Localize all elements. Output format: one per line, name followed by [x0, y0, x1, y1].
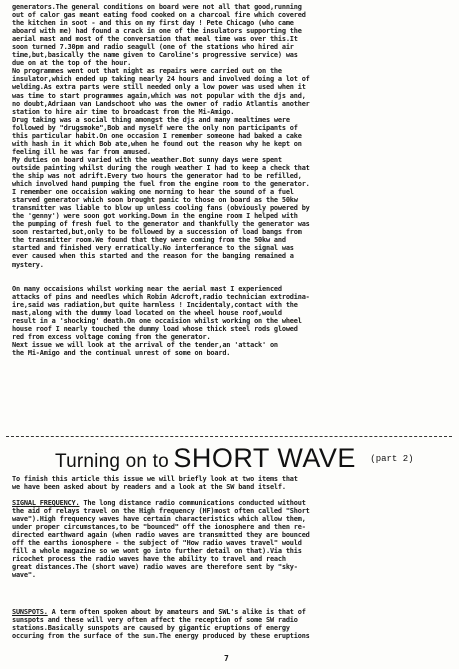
intro-paragraph	[12, 475, 448, 491]
text-run: under proper circumstances,to be "bounced" off the ionosphere and then re-	[12, 523, 306, 532]
text-line	[12, 515, 448, 523]
text-line: I remember one occaision waking one morning to hear the sound of a fuel	[12, 188, 294, 197]
text-line: aerial mast and most of the conversation that meal time was over this.It	[12, 35, 298, 44]
text-line: the ship was not adrift.Every two hours the generator had to be refilled,	[12, 171, 302, 180]
text-line: the pumping of fresh fuel to the generator and thankfully the generator was	[12, 220, 310, 229]
text-line: station to hire air time to broadcast from the Mi-Amigo.	[12, 107, 235, 116]
text-run: wave".	[12, 571, 36, 580]
text-line: we have been asked about by readers and a look at the SW band itself.	[12, 483, 286, 492]
text-line: aboard with me) had found a crack in one of the insulators supporting the	[12, 27, 302, 36]
text-run: the aid of relays travel on the High frequency (HF)most often called "Short	[12, 507, 310, 516]
text-line: ire,said was radiation,but quite harmless ! Incidentaly,contact with the	[12, 301, 298, 310]
text-line: On many occaisions whilst working near the aerial mast I experienced	[12, 285, 282, 293]
signal-frequency-paragraph	[12, 499, 448, 579]
text-line: with hash in it which Bob ate,when he found out the reason why he kept on	[12, 139, 302, 148]
text-line: insulator,which ended up taking nearly 24 hours and involved doing a lot of	[12, 75, 310, 84]
text-line: was time to start programmes again,which was not popular with the djs and,	[12, 91, 306, 100]
text-line: which involved hand pumping the fuel from the engine room to the generator.	[12, 180, 310, 189]
text-line	[12, 547, 448, 555]
text-line	[12, 632, 448, 640]
text-line: this particular habit.On one occasion I remember someone had baked a cake	[12, 131, 302, 140]
text-line: soon turned 7.30pm and radio seagull (one of the stations who hired air	[12, 43, 294, 52]
text-run: occuring from the surface of the sun.The energy produced by these eruptions	[12, 632, 310, 641]
text-line	[12, 571, 448, 579]
text-run: stations.Basically sunspots are caused by gigantic eruptions of energy	[12, 624, 290, 633]
article-body-top	[12, 3, 448, 269]
section-heading	[55, 443, 415, 474]
text-line	[12, 616, 448, 624]
article-body-mid	[12, 285, 448, 357]
signal-frequency-keyword: SIGNAL FREQUENCY.	[12, 499, 80, 507]
text-line: attacks of pins and needles which Robin Adcroft,radio technician extrodina-	[12, 293, 310, 302]
text-line: mast,along with the dummy load located on the wheel house roof,would	[12, 309, 282, 318]
text-line: generators.The general conditions on board were not all that good,running	[12, 3, 302, 11]
text-line: To finish this article this issue we will briefly look at two items that	[12, 475, 298, 483]
text-line: time,but,basically the name given to Caroline's progressive service) was	[12, 51, 298, 60]
heading-lead: Turning on to	[55, 451, 169, 472]
text-line: My duties on board varied with the weather.Bot sunny days were spent	[12, 155, 282, 164]
heading-part: (part 2)	[370, 454, 414, 464]
text-line: feeling ill he was far from amused.	[12, 147, 151, 156]
text-line: due on at the top of the hour.	[12, 59, 132, 68]
sunspots-paragraph	[12, 608, 448, 640]
text-line: house roof I nearly touched the dummy load whose thick steel rods glowed	[12, 325, 298, 334]
text-line	[12, 555, 448, 563]
section-divider	[6, 436, 452, 437]
text-run: off the earths ionosphere - the subject of "How radio waves travel" would	[12, 539, 302, 548]
text-line: out of calor gas meant eating food cooked on a charcoal fire which covered	[12, 11, 306, 20]
text-line	[12, 563, 448, 571]
text-run: fill a whole magazine so we wont go into further detail on that).Via this	[12, 547, 302, 556]
text-run: wave").High frequency waves have certain characteristics which allow them,	[12, 515, 306, 524]
text-line: Next issue we will look at the arrival of the tender,an 'attack' on	[12, 341, 278, 350]
text-line: Drug taking was a social thing amongst the djs and many mealtimes were	[12, 115, 290, 124]
heading-main: SHORT WAVE	[173, 443, 356, 473]
text-line: No programmes went out that night as repairs were carried out on the	[12, 67, 282, 76]
text-line: outside painting whilst during the rough weather I had to keep a check that	[12, 163, 310, 172]
text-line	[12, 523, 448, 531]
text-line: the Mi-Amigo and the continual unrest of some on board.	[12, 349, 231, 358]
text-run: great distances.The (short wave) radio waves are therefore sent by "sky-	[12, 563, 298, 572]
text-line	[12, 531, 448, 539]
text-line	[12, 539, 448, 547]
text-line: welding.As extra parts were still needed only a low power was used when it	[12, 83, 306, 92]
text-line	[12, 608, 448, 616]
text-line	[12, 624, 448, 632]
text-run: sunspots and these will very often affect the reception of some SW radio	[12, 616, 298, 625]
text-line: starved generator which soon brought panic to those on board as the 50kw	[12, 196, 298, 205]
sunspots-keyword: SUNSPOTS.	[12, 608, 48, 616]
text-line: ever caused when this started and the reason for the banging remained a	[12, 252, 294, 261]
text-run: The long distance radio communications conducted without	[79, 499, 306, 507]
text-line	[12, 507, 448, 515]
text-line: started and finished very erratically.No interferance to the signal was	[12, 244, 294, 253]
text-line: no doubt,Adriaan van Landschoot who was the owner of radio Atlantis another	[12, 99, 310, 108]
text-line: mystery.	[12, 260, 44, 269]
text-line: transmitter was liable to blow up unless cooling fans (obviously powered by	[12, 204, 310, 213]
text-line	[12, 499, 448, 507]
text-run: ricochet process the radio waves have the ability to travel and reach	[12, 555, 286, 564]
text-line: soon restarted,but,only to be followed by a succession of load bangs from	[12, 228, 302, 237]
text-line: result in a 'shocking' death.On one occaision whilst working on the wheel	[12, 317, 302, 326]
text-run: A term often spoken about by amateurs and SWL's alike is that of	[47, 608, 306, 616]
text-line: the transmitter room.We found that they were coming from the 50kw and	[12, 236, 286, 245]
text-line: the 'genny') were soon got working.Down in the engine room I helped with	[12, 212, 298, 221]
text-line: followed by "drugsmoke",Bob and myself were the only non participants of	[12, 123, 298, 132]
text-line: red from excess voltage coming from the generator.	[12, 333, 211, 342]
text-run: directed earthward again (when radio waves are transmitted they are bounced	[12, 531, 310, 540]
page-number: 7	[224, 654, 229, 663]
text-line: the kitchen in soot - and this on my first day ! Pete Chicago (who came	[12, 19, 294, 28]
